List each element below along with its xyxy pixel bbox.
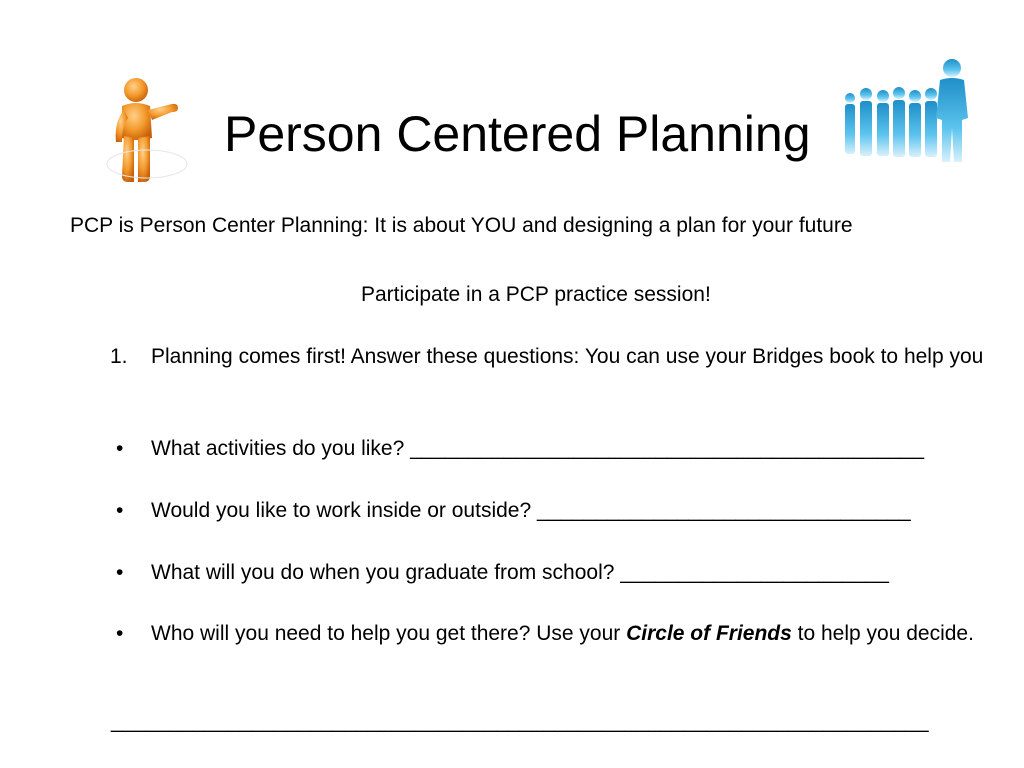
orange-figure-icon <box>92 72 202 188</box>
item-number: 1. <box>110 345 128 368</box>
bullet-text <box>151 618 1011 649</box>
intro-text: PCP is Person Center Planning: It is about YOU and designing a plan for your future <box>70 214 853 237</box>
bullet-text: Would you like to work inside or outside? ________________________________ <box>151 499 911 522</box>
bullet-marker: • <box>116 437 124 460</box>
bullet-text: What activities do you like? ____________________________________________ <box>151 437 925 460</box>
bullet-marker: • <box>116 561 124 584</box>
bullet-item-activities <box>110 433 1010 464</box>
circle-of-friends-emphasis: Circle of Friends <box>626 622 792 645</box>
people-group-icon <box>836 58 976 166</box>
call-to-action-text: Participate in a PCP practice session! <box>361 283 711 306</box>
bullet-marker: • <box>116 622 124 645</box>
bullet-item-work-location <box>110 495 1010 526</box>
answer-line: ______________________________________________________________________ <box>111 710 929 733</box>
bullet-marker: • <box>116 499 124 522</box>
bullet-text-after: to help you decide. <box>791 622 974 645</box>
bullet-item-graduation <box>110 557 1010 588</box>
bullet-text: What will you do when you graduate from school? _______________________ <box>151 561 889 584</box>
bullet-item-helpers <box>110 618 1010 649</box>
numbered-item-text: Planning comes first! Answer these questions: You can use your Bridges book to help you <box>151 345 984 368</box>
slide-title: Person Centered Planning <box>224 106 811 162</box>
orange-figure-image <box>92 72 202 188</box>
bullet-text-before: Who will you need to help you get there? Use your <box>151 622 627 645</box>
numbered-item <box>110 341 1010 372</box>
people-group-image <box>836 58 976 166</box>
